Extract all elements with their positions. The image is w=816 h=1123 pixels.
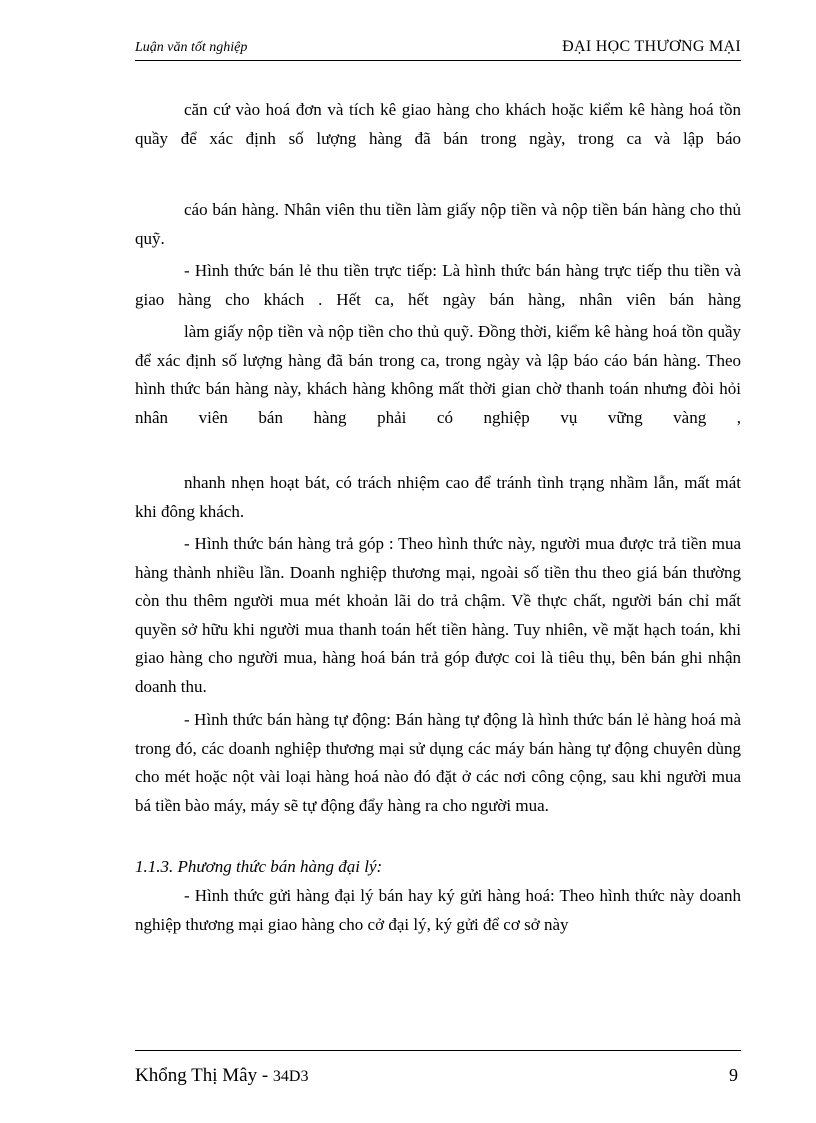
header-university: ĐẠI HỌC THƯƠNG MẠI bbox=[562, 38, 741, 55]
paragraph-6: - Hình thức bán hàng trả góp : Theo hình thức này, người mua được trả tiền mua hàng thành nhiều lần. Doanh nghiệp thương mại, ngoài số tiền thu theo giá bán thường còn thu thêm người mua mét khoản lãi do trả chậm. Về thực chất, người bán chỉ mất quyền sở hữu khi người mua thanh toán hết tiền hàng. Tuy nhiên, về mặt hạch toán, khi giao hàng cho người mua, hàng hoá bán trả góp được coi là tiêu thụ, bên bán ghi nhận doanh thu. bbox=[135, 534, 741, 696]
page-number: 9 bbox=[729, 1065, 738, 1085]
footer-author bbox=[135, 1065, 308, 1087]
author-name: Khổng Thị Mây - bbox=[135, 1065, 273, 1086]
paragraph-1: căn cứ vào hoá đơn và tích kê giao hàng cho khách hoặc kiểm kê hàng hoá tồn quầy để xác định số lượng hàng đã bán trong ngày, trong ca và lập báo bbox=[135, 100, 741, 148]
footer-divider bbox=[135, 1050, 741, 1051]
header-thesis-label: Luận văn tốt nghiệp bbox=[135, 40, 248, 55]
class-code: 34D3 bbox=[272, 1068, 309, 1085]
paragraph-5: nhanh nhẹn hoạt bát, có trách nhiệm cao để tránh tình trạng nhầm lẫn, mất mát khi đông khách. bbox=[135, 473, 741, 521]
paragraph-2: cáo bán hàng. Nhân viên thu tiền làm giấy nộp tiền và nộp tiền bán hàng cho thủ quỹ. bbox=[135, 200, 741, 248]
paragraph-4: làm giấy nộp tiền và nộp tiền cho thủ quỹ. Đồng thời, kiểm kê hàng hoá tồn quầy để xác định số lượng hàng đã bán trong ca, trong ngày và lập báo cáo bán hàng. Theo hình thức bán hàng này, khách hàng không mất thời gian chờ thanh toán nhưng đòi hỏi nhân viên bán hàng phải có nghiệp vụ vững vàng , bbox=[135, 322, 741, 427]
paragraph-8: - Hình thức gửi hàng đại lý bán hay ký gửi hàng hoá: Theo hình thức này doanh nghiệp thương mại giao hàng cho cở đại lý, ký gửi để cơ sở này bbox=[135, 886, 741, 934]
page-header bbox=[135, 36, 741, 61]
section-heading: 1.1.3. Phương thức bán hàng đại lý: bbox=[135, 857, 383, 876]
paragraph-7: - Hình thức bán hàng tự động: Bán hàng tự động là hình thức bán lẻ hàng hoá mà trong đó, các doanh nghiệp thương mại sử dụng các máy bán hàng tự động chuyên dùng cho mét hoặc nột vài loại hàng hoá nào đó đặt ở các nơi công cộng, sau khi người mua bá tiền bào máy, máy sẽ tự động đẩy hàng ra cho người mua. bbox=[135, 710, 741, 815]
paragraph-3: - Hình thức bán lẻ thu tiền trực tiếp: Là hình thức bán hàng trực tiếp thu tiền và giao hàng cho khách . Hết ca, hết ngày bán hàng, nhân viên bán hàng bbox=[135, 261, 741, 309]
